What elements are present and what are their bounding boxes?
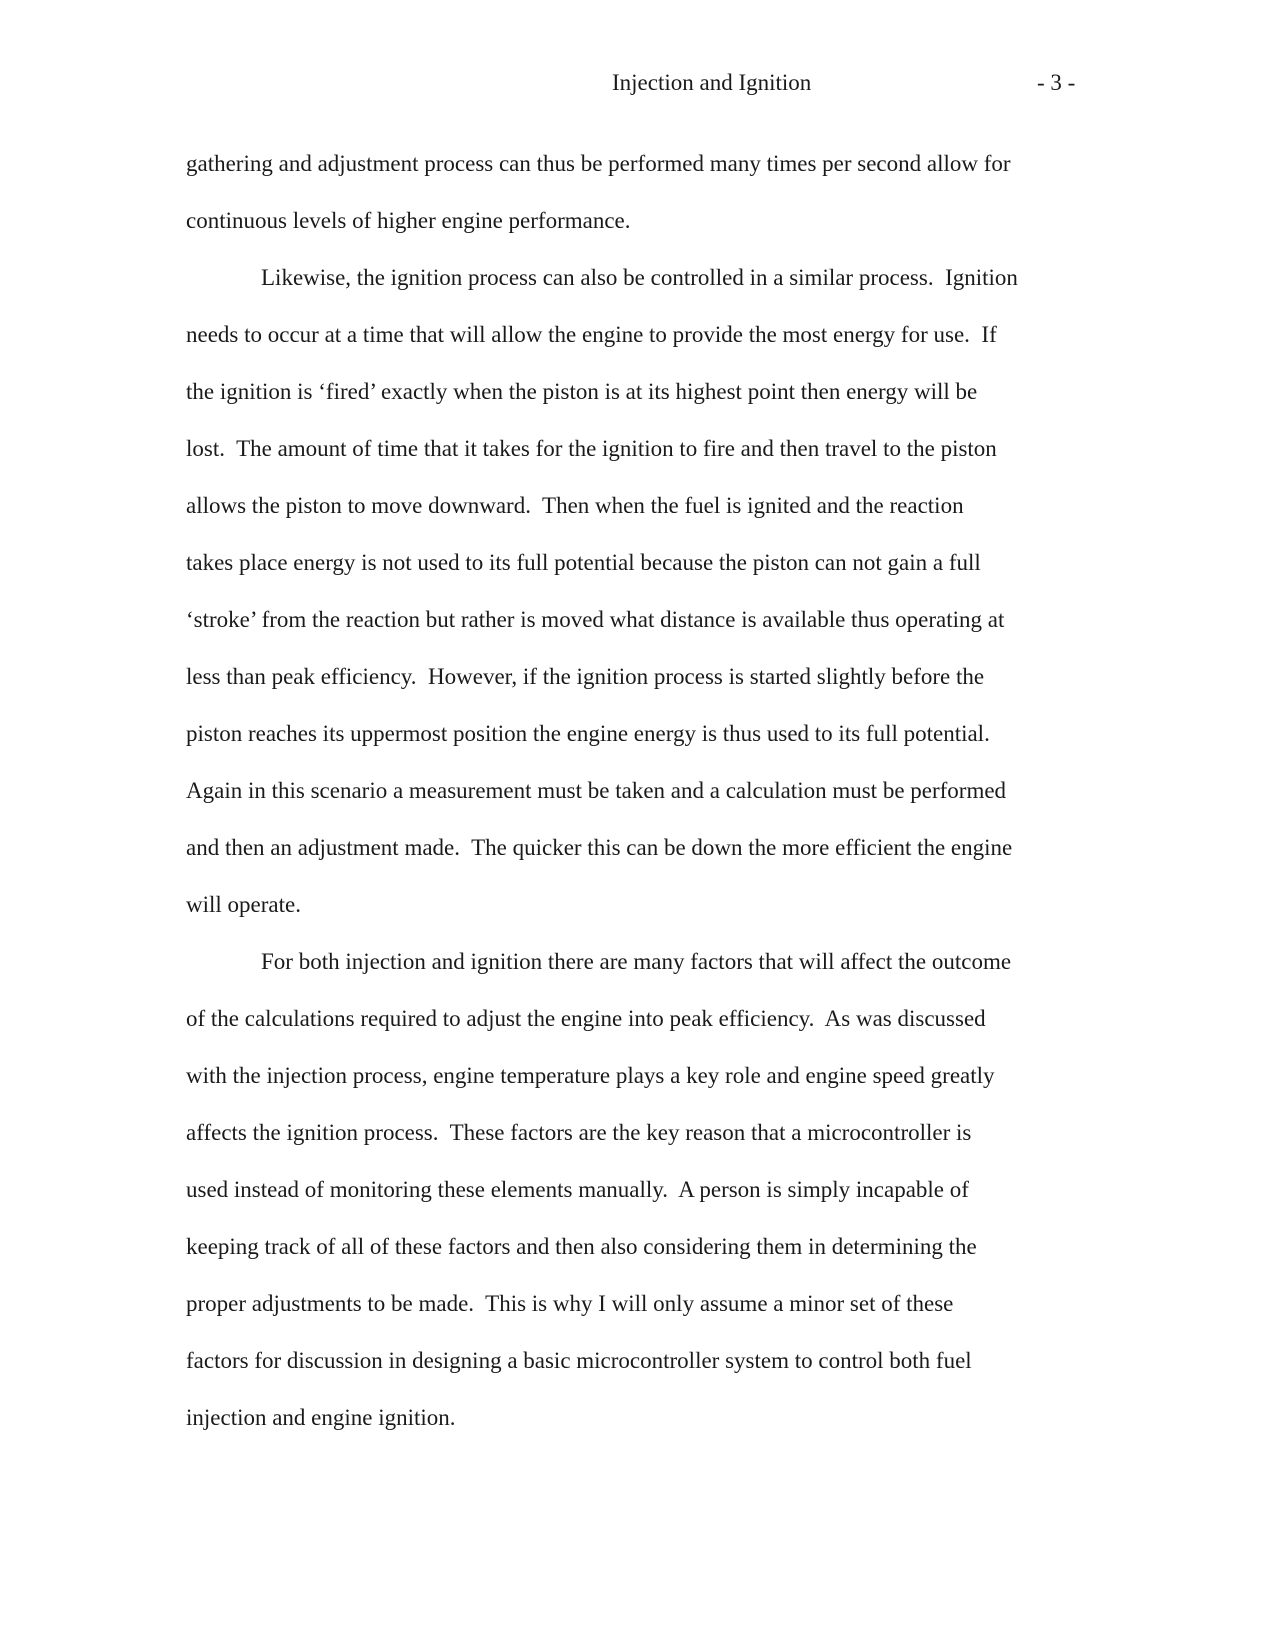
text-line: injection and engine ignition.: [186, 1405, 456, 1430]
text-line: less than peak efficiency. However, if the ignition process is started slightly before the: [186, 664, 985, 689]
text-line: will operate.: [186, 892, 301, 917]
text-line: needs to occur at a time that will allow the engine to provide the most energy for use. If: [186, 322, 997, 347]
text-line: and then an adjustment made. The quicker this can be down the more efficient the engine: [186, 835, 1013, 860]
text-line: factors for discussion in designing a basic microcontroller system to control both fuel: [186, 1348, 972, 1373]
page-header: [0, 70, 1275, 102]
text-line: the ignition is ‘fired’ exactly when the piston is at its highest point then energy will be: [186, 379, 978, 404]
text-line: proper adjustments to be made. This is why I will only assume a minor set of these: [186, 1291, 954, 1316]
text-line: takes place energy is not used to its full potential because the piston can not gain a full: [186, 550, 981, 575]
text-line: affects the ignition process. These factors are the key reason that a microcontroller is: [186, 1120, 972, 1145]
text-line: gathering and adjustment process can thus be performed many times per second allow for: [186, 151, 1011, 176]
running-head: Injection and Ignition: [612, 70, 812, 95]
text-line: used instead of monitoring these elements manually. A person is simply incapable of: [186, 1177, 969, 1202]
text-line: Likewise, the ignition process can also be controlled in a similar process. Ignition: [261, 265, 1018, 290]
text-line: ‘stroke’ from the reaction but rather is moved what distance is available thus operating at: [186, 607, 1005, 632]
text-line: lost. The amount of time that it takes for the ignition to fire and then travel to the piston: [186, 436, 997, 461]
text-line: For both injection and ignition there are many factors that will affect the outcome: [261, 949, 1012, 974]
text-line: allows the piston to move downward. Then when the fuel is ignited and the reaction: [186, 493, 964, 518]
text-line: piston reaches its uppermost position the engine energy is thus used to its full potential.: [186, 721, 990, 746]
page-number: - 3 -: [1037, 70, 1076, 95]
text-line: keeping track of all of these factors and then also considering them in determining the: [186, 1234, 977, 1259]
text-line: Again in this scenario a measurement must be taken and a calculation must be performed: [186, 778, 1007, 803]
body-text: [186, 135, 1018, 1446]
text-line: with the injection process, engine temperature plays a key role and engine speed greatly: [186, 1063, 995, 1088]
text-line: of the calculations required to adjust the engine into peak efficiency. As was discussed: [186, 1006, 986, 1031]
text-line: continuous levels of higher engine performance.: [186, 208, 631, 233]
